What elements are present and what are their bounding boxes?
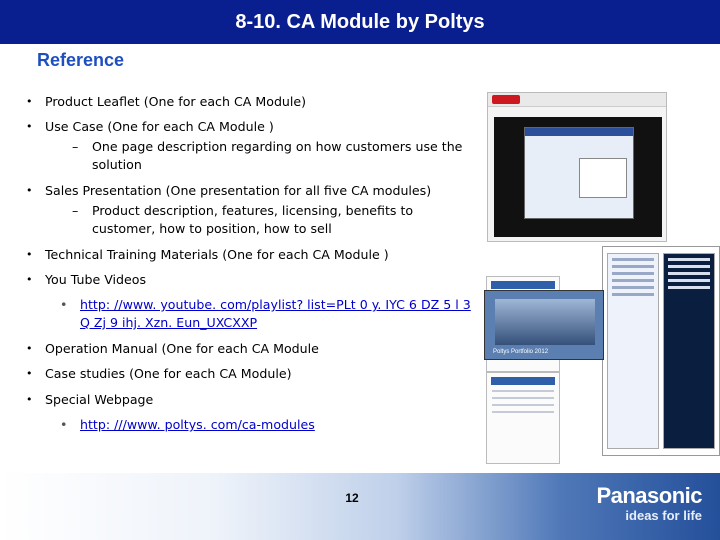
presentation-thumbnail bbox=[484, 290, 604, 360]
video-frame bbox=[494, 117, 662, 237]
sub-bullet-item bbox=[60, 416, 480, 434]
section-subtitle: Reference bbox=[37, 50, 125, 70]
bullet-dot-icon: • bbox=[26, 120, 33, 133]
bullet-text: Case studies (One for each CA Module) bbox=[45, 366, 292, 381]
screenshot-collage bbox=[484, 90, 720, 462]
bullet-item bbox=[26, 339, 471, 359]
text-line bbox=[612, 272, 654, 275]
bullet-dot-icon: • bbox=[26, 95, 33, 108]
text-line bbox=[668, 258, 710, 261]
poltys-webpage-link[interactable]: http: ///www. poltys. com/ca-modules bbox=[80, 417, 315, 432]
bullet-text: Technical Training Materials (One for each CA Module ) bbox=[45, 247, 389, 262]
slide-title: 8-10. CA Module by Poltys bbox=[235, 10, 485, 33]
text-line bbox=[668, 265, 710, 268]
text-line bbox=[612, 258, 654, 261]
dash-icon: – bbox=[72, 139, 79, 154]
bullet-dot-icon: • bbox=[60, 417, 68, 432]
bullet-dot-icon: • bbox=[26, 393, 33, 406]
video-note-box bbox=[579, 158, 627, 198]
presentation-label: Poltys Portfolio 2012 bbox=[493, 349, 549, 355]
bullet-text: Product Leaflet (One for each CA Module) bbox=[45, 94, 307, 109]
bullet-dot-icon: • bbox=[60, 297, 68, 312]
text-line bbox=[612, 279, 654, 282]
leaflet-thumbnail bbox=[602, 246, 720, 456]
doc-header bbox=[491, 281, 555, 289]
youtube-header bbox=[488, 93, 666, 107]
bullet-item bbox=[26, 181, 471, 201]
bullet-item bbox=[26, 364, 471, 384]
bullet-item bbox=[26, 245, 471, 265]
bullet-dot-icon: • bbox=[26, 367, 33, 380]
leaflet-page bbox=[607, 253, 659, 449]
bullet-item bbox=[26, 270, 471, 290]
video-content bbox=[524, 127, 634, 219]
text-line bbox=[612, 293, 654, 296]
sub-bullet-item bbox=[60, 296, 480, 332]
text-line bbox=[492, 411, 554, 413]
brand-logo bbox=[596, 484, 702, 524]
youtube-logo-icon bbox=[492, 95, 520, 104]
text-line bbox=[668, 279, 710, 282]
text-line bbox=[492, 397, 554, 399]
leaflet-page-dark bbox=[663, 253, 715, 449]
text-line bbox=[668, 286, 710, 289]
bullet-item bbox=[26, 390, 471, 410]
sub-bullet-text: Product description, features, licensing, benefits to customer, how to position, how to sell bbox=[92, 203, 414, 236]
dash-icon: – bbox=[72, 203, 79, 218]
text-line bbox=[492, 390, 554, 392]
text-line bbox=[612, 265, 654, 268]
bullet-text: Operation Manual (One for each CA Module bbox=[45, 341, 319, 356]
video-app-bar bbox=[525, 128, 633, 136]
brand-name: Panasonic bbox=[596, 483, 702, 508]
bullet-text: Special Webpage bbox=[45, 392, 154, 407]
text-line bbox=[492, 404, 554, 406]
manual-thumbnail bbox=[486, 372, 560, 464]
sub-bullet-item bbox=[70, 202, 470, 238]
bullet-item bbox=[26, 92, 471, 112]
presentation-image bbox=[495, 299, 595, 345]
bullet-text: You Tube Videos bbox=[45, 272, 147, 287]
bullet-item bbox=[26, 117, 471, 137]
youtube-screenshot bbox=[487, 92, 667, 242]
text-line bbox=[668, 272, 710, 275]
sub-bullet-item bbox=[70, 138, 470, 174]
bullet-dot-icon: • bbox=[26, 273, 33, 286]
bullet-dot-icon: • bbox=[26, 184, 33, 197]
doc-header bbox=[491, 377, 555, 385]
youtube-playlist-link[interactable]: http: //www. youtube. com/playlist? list=PLt 0 y. IYC 6 DZ 5 l 3 Q Zj 9 ihj. Xzn. Eun_UXCXXP bbox=[80, 297, 471, 330]
bullet-dot-icon: • bbox=[26, 248, 33, 261]
bullet-dot-icon: • bbox=[26, 342, 33, 355]
bullet-text: Use Case (One for each CA Module ) bbox=[45, 119, 274, 134]
text-line bbox=[612, 286, 654, 289]
page-number: 12 bbox=[345, 491, 359, 505]
sub-bullet-text: One page description regarding on how customers use the solution bbox=[92, 139, 463, 172]
slide-title-bar bbox=[0, 0, 720, 44]
brand-tagline: ideas for life bbox=[625, 508, 702, 523]
bullet-text: Sales Presentation (One presentation for all five CA modules) bbox=[45, 183, 432, 198]
